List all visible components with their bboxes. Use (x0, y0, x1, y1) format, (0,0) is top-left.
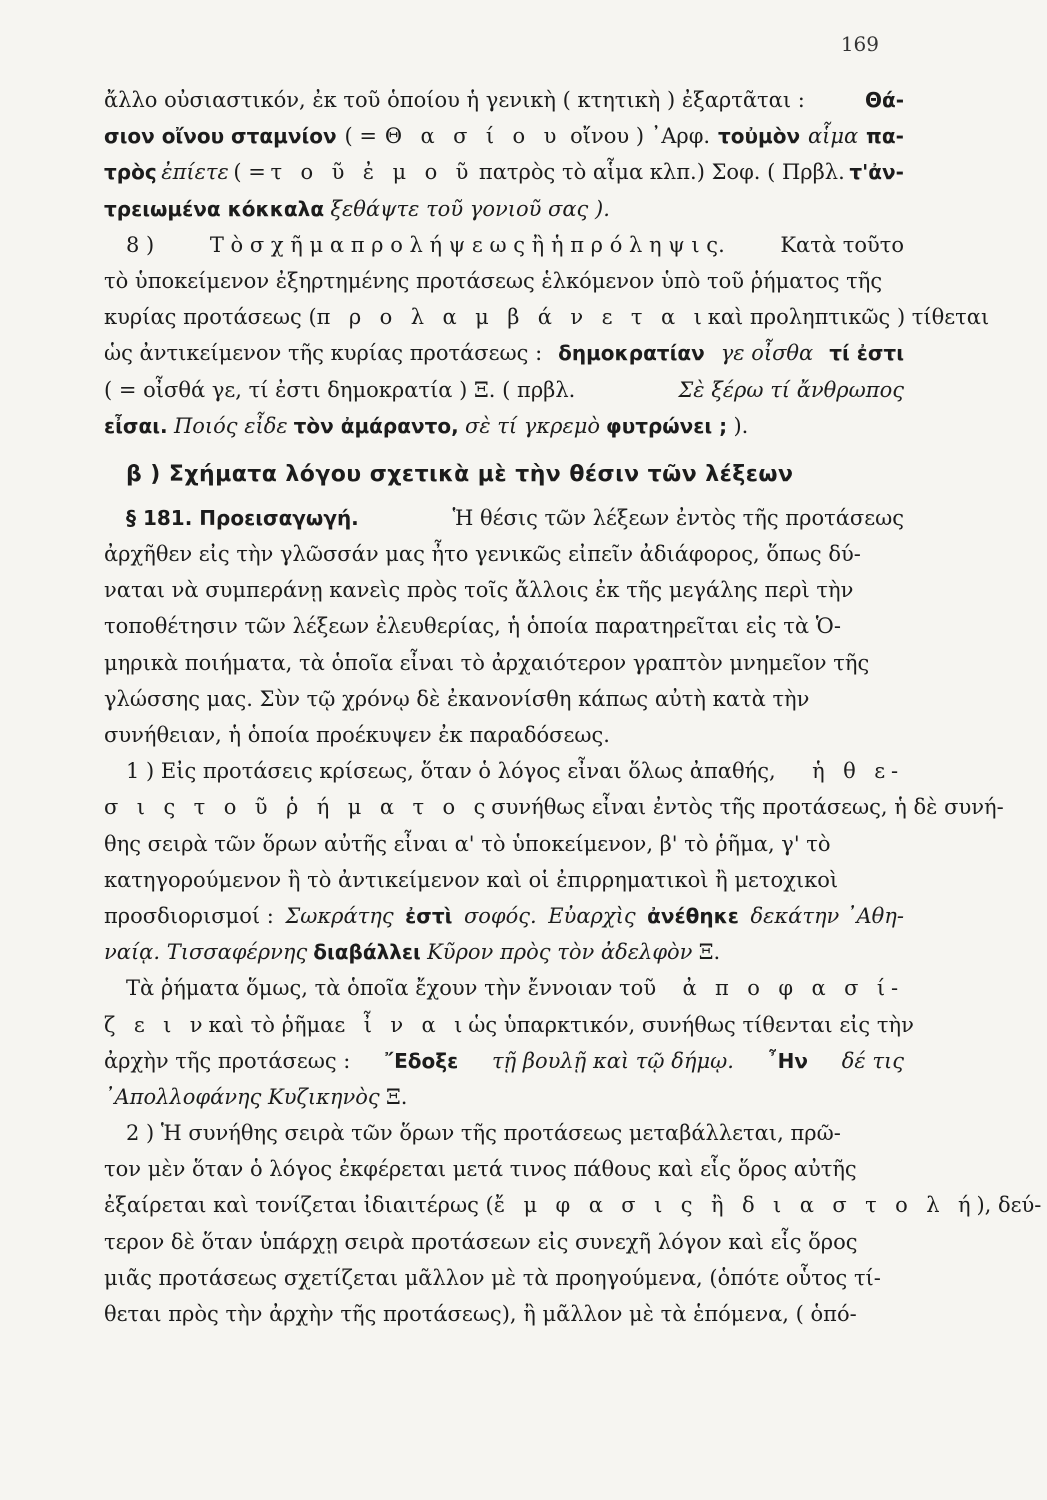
text-line: ἀρχὴν τῆς προτάσεως : ῎Εδοξε τῇ βουλῇ καὶ τῷ δήμῳ. ῏Ην δέ τις (104, 1048, 904, 1073)
text-line: ( = οἶσθά γε, τί ἐστι δημοκρατία ) Ξ. ( πρβλ. Σὲ ξέρω τί ἄνθρωπος (104, 377, 904, 402)
text-line: ἐξαίρεται καὶ τονίζεται ἰδιαιτέρως ( ἔ μ φ α σ ι ς ἢ δ ι α σ τ ο λ ή ), δεύ- (104, 1193, 1042, 1218)
text-line: 2 ) Ἡ συνήθης σειρὰ τῶν ὅρων τῆς προτάσεως μεταβάλλεται, πρῶ- (126, 1121, 841, 1146)
text-line: μιᾶς προτάσεως σχετίζεται μᾶλλον μὲ τὰ προηγούμενα, (ὁπότε οὗτος τί- (104, 1265, 881, 1290)
text-line: 8 ) Τ ὸ σ χ ῆ μ α π ρ ο λ ή ψ ε ω ς ἢ ἡ π ρ ό λ η ψ ι ς. Κατὰ τοῦτο (126, 232, 904, 257)
text-line: κατηγορούμενον ἢ τὸ ἀντικείμενον καὶ οἱ ἐπιρρηματικοὶ ἢ μετοχικοὶ (104, 867, 839, 892)
text-line: θης σειρὰ τῶν ὅρων αὐτῆς εἶναι α' τὸ ὑποκείμενον, β' τὸ ῥῆμα, γ' τὸ (104, 831, 831, 856)
text-line: σ ι ς τ ο ῦ ῥ ή μ α τ ο ς συνήθως εἶναι ἐντὸς τῆς προτάσεως, ἡ δὲ συνή- (104, 795, 1004, 820)
section-heading: β ) Σχήματα λόγου σχετικὰ μὲ τὴν θέσιν τῶν λέξεων (126, 461, 794, 487)
text-line: συνήθειαν, ἡ ὁποία προέκυψεν ἐκ παραδόσεως. (104, 723, 610, 747)
text-block (104, 82, 1042, 1332)
text-line: ᾿Απολλοφάνης Κυζικηνὸς Ξ. (104, 1084, 408, 1109)
text-line: § 181. Προεισαγωγή. Ἡ θέσις τῶν λέξεων ἐντὸς τῆς προτάσεως (126, 505, 904, 530)
text-line: μηρικὰ ποιήματα, τὰ ὁποῖα εἶναι τὸ ἀρχαιότερον γραπτὸν μνημεῖον τῆς (104, 650, 870, 675)
text-line: ὡς ἀντικείμενον τῆς κυρίας προτάσεως : δημοκρατίαν γε οἶσθα τί ἐστι (104, 341, 904, 366)
text-line: ἄλλο οὐσιαστικόν, ἐκ τοῦ ὁποίου ἡ γενικὴ ( κτητικὴ ) ἐξαρτᾶται : Θά- (104, 88, 904, 112)
text-line: 1 ) Εἰς προτάσεις κρίσεως, ὅταν ὁ λόγος εἶναι ὅλως ἀπαθής, ἡ θ ε- (126, 759, 904, 784)
text-line: τον μὲν ὅταν ὁ λόγος ἐκφέρεται μετά τινος πάθους καὶ εἷς ὅρος αὐτῆς (104, 1157, 857, 1182)
page-number: 169 (840, 32, 879, 56)
text-line: τὸ ὑποκείμενον ἐξηρτημένης προτάσεως ἑλκόμενον ὑπὸ τοῦ ῥήματος τῆς (104, 268, 883, 293)
text-line: ἀρχῆθεν εἰς τὴν γλῶσσάν μας ἦτο γενικῶς εἰπεῖν ἀδιάφορος, ὅπως δύ- (104, 542, 861, 567)
text-line: Τὰ ῥήματα ὅμως, τὰ ὁποῖα ἔχουν τὴν ἔννοιαν τοῦ ἀ π ο φ α σ ί- (126, 976, 904, 1001)
text-line: τρὸς ἐπίετε ( = τ ο ῦ ἐ μ ο ῦ πατρὸς τὸ αἷμα κλπ.) Σοφ. ( Πρβλ. τ'ἀν- (104, 160, 904, 185)
text-line: γλώσσης μας. Σὺν τῷ χρόνῳ δὲ ἐκανονίσθη κάπως αὐτὴ κατὰ τὴν (104, 686, 810, 711)
text-line: σιον οἴνου σταμνίον ( = Θ α σ ί ο υ οἴνου ) ᾿Αρφ. τοὐμὸν αἷμα πα- (104, 124, 904, 149)
text-line: τοποθέτησιν τῶν λέξεων ἐλευθερίας, ἡ ὁποία παρατηρεῖται εἰς τὰ Ὁ- (104, 614, 841, 639)
text-line: κυρίας προτάσεως ( π ρ ο λ α μ β ά ν ε τ α ι καὶ προληπτικῶς ) τίθεται (104, 305, 990, 330)
text-line: ναίᾳ. Τισσαφέρνης διαβάλλει Κῦρον πρὸς τὸν ἀδελφὸν Ξ. (104, 940, 721, 965)
text-line: τερον δὲ ὅταν ὑπάρχῃ σειρὰ προτάσεων εἰς συνεχῆ λόγον καὶ εἷς ὅρος (104, 1229, 858, 1254)
text-line: προσδιορισμοί : Σωκράτης ἐστὶ σοφός. Εὐαρχὶς ἀνέθηκε δεκάτην ᾿Αθη- (104, 903, 904, 928)
text-line: ναται νὰ συμπεράνῃ κανεὶς πρὸς τοῖς ἄλλοις ἐκ τῆς μεγάλης περὶ τὴν (104, 578, 854, 603)
text-line: τρειωμένα κόκκαλα ξεθάψτε τοῦ γονιοῦ σας ). (104, 196, 610, 221)
text-line: θεται πρὸς τὴν ἀρχὴν τῆς προτάσεως), ἢ μᾶλλον μὲ τὰ ἑπόμενα, ( ὁπό- (104, 1302, 857, 1326)
text-line: ζ ε ι ν καὶ τὸ ῥῆμα ε ἶ ν α ι ὡς ὑπαρκτικόν, συνήθως τίθενται εἰς τὴν (104, 1012, 914, 1037)
text-line: εἶσαι. Ποιός εἶδε τὸν ἀμάραντο, σὲ τί γκρεμὸ φυτρώνει ; ). (104, 413, 749, 438)
